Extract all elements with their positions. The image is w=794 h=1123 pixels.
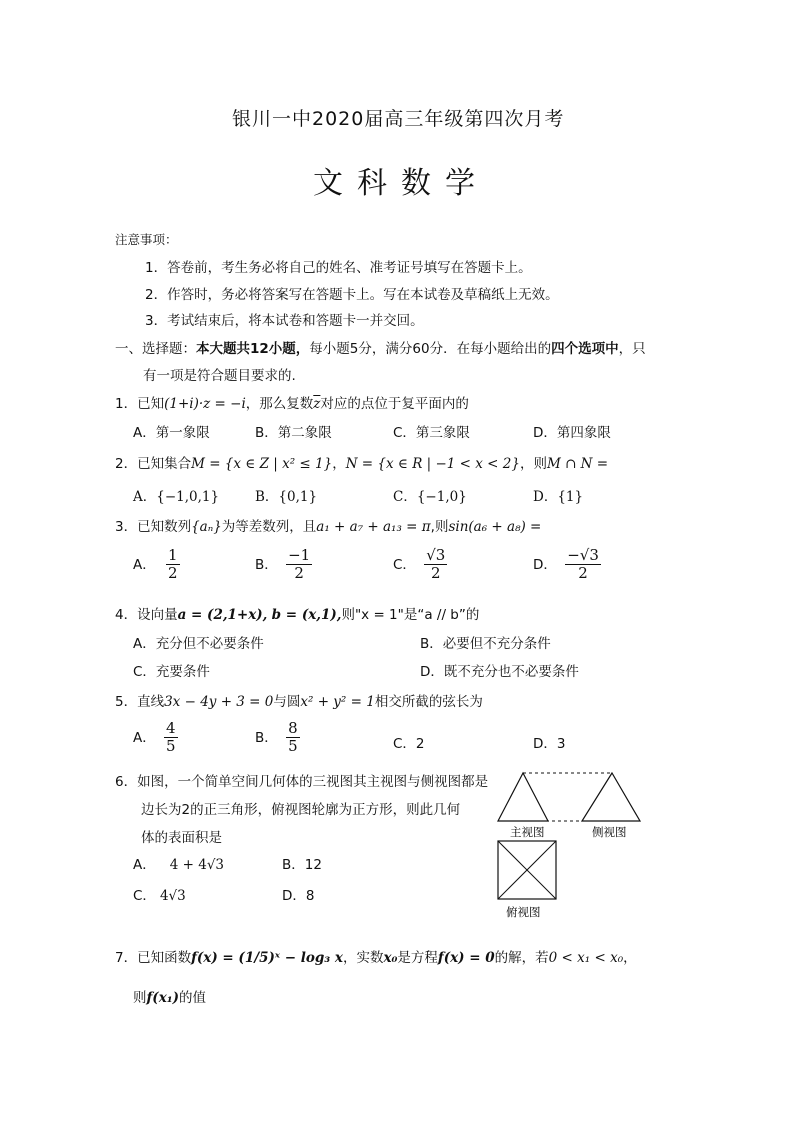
q2-set-m: M = {x ∈ Z | x² ≤ 1}	[191, 456, 333, 472]
q5-option-d: D．3	[533, 736, 566, 752]
q5-post: 相交所截的弦长为	[374, 694, 483, 710]
q3-option-c-den: 2	[431, 564, 441, 583]
q2-option-a: A．{−1,0,1}	[133, 489, 220, 505]
q5-option-b-num: 8	[288, 719, 298, 737]
question-7-line2	[133, 986, 206, 1006]
q2-option-b: B．{0,1}	[255, 489, 318, 505]
q4-vector-b: b = (x,1),	[271, 607, 342, 623]
q7-post: 的解，若	[494, 950, 549, 966]
question-2	[115, 452, 608, 472]
q1-expression: (1+i)·z = −i	[164, 396, 246, 412]
q3-option-c-label: C．	[393, 556, 416, 573]
section-heading	[115, 337, 646, 357]
q1-option-b: B．第二象限	[255, 425, 332, 441]
q3-option-b-num: −1	[288, 546, 311, 564]
q6-option-c-value: 4√3	[159, 888, 186, 904]
q1-conjugate-z: $\overline{z}$	[313, 396, 321, 412]
q3-option-b-den: 2	[294, 564, 304, 583]
section-rules: 每小题5分，满分60分．在每小题给出的	[309, 341, 552, 357]
q3-pre: 已知数列	[137, 519, 192, 535]
q5-mid: 与圆	[273, 694, 301, 710]
q4-post: 则"x = 1"是“a // b”的	[341, 607, 480, 623]
q3-option-c-num: √3	[426, 546, 446, 564]
q3-post: ,则	[430, 519, 449, 535]
q6-option-c-label: C．	[133, 888, 156, 904]
section-heading-line2: 有一项是符合题目要求的.	[143, 368, 296, 384]
q3-option-b-fraction	[286, 547, 312, 583]
q2-expression: M ∩ N =	[546, 456, 609, 472]
subject-title: 文科数学	[313, 166, 489, 201]
q7-equation: f(x) = 0	[437, 950, 495, 966]
q3-mid: 为等差数列，且	[221, 519, 317, 535]
question-3	[115, 515, 541, 535]
q3-number: 3．	[115, 519, 138, 535]
q2-post: ，则	[519, 456, 547, 472]
notice-item-1: 1．答卷前，考生务必将自己的姓名、准考证号填写在答题卡上。	[145, 260, 532, 276]
q6-line1: 如图，一个简单空间几何体的三视图其主视图与侧视图都是	[137, 774, 489, 790]
q5-option-a-fraction	[164, 720, 178, 756]
front-view-label: 主视图	[510, 825, 545, 839]
q7-mid2: 是方程	[397, 950, 438, 966]
q7-post2: ，	[623, 950, 637, 966]
q6-option-b: B．12	[282, 857, 322, 873]
q3-option-b	[255, 547, 312, 583]
q1-pre: 已知	[137, 396, 165, 412]
q5-option-a-den: 5	[166, 737, 176, 756]
q5-option-b	[255, 720, 300, 756]
q3-option-c	[393, 547, 447, 583]
q2-mid: ，	[332, 456, 346, 472]
q6-option-a-value: 4 + 4√3	[169, 857, 225, 873]
q2-set-n: N = {x ∈ R | −1 < x < 2}	[345, 456, 520, 472]
section-prefix: 一、选择题：	[115, 341, 196, 357]
q3-option-a-num: 1	[168, 546, 178, 564]
q4-pre: 设向量	[137, 607, 178, 623]
q1-option-a: A．第一象限	[133, 425, 210, 441]
question-1	[115, 392, 469, 412]
top-view-label: 俯视图	[506, 905, 541, 919]
q5-circle-equation: x² + y² = 1	[300, 694, 375, 710]
q1-post2: 对应的点位于复平面内的	[320, 396, 469, 412]
question-6	[115, 770, 488, 790]
question-7	[115, 946, 637, 966]
q7-x0: x₀	[383, 950, 398, 966]
q1-post: ，那么复数	[245, 396, 314, 412]
q5-option-b-label: B．	[255, 729, 278, 746]
q2-number: 2．	[115, 456, 138, 472]
q6-option-c	[133, 884, 186, 904]
side-view-label: 侧视图	[592, 825, 627, 839]
front-view-triangle	[498, 773, 548, 821]
q5-option-c: C．2	[393, 736, 425, 752]
q6-number: 6．	[115, 774, 138, 790]
q7-line2-pre: 则	[133, 990, 147, 1006]
q3-option-d-label: D．	[533, 556, 557, 573]
section-suffix: ，只	[618, 341, 646, 357]
q3-option-b-label: B．	[255, 556, 278, 573]
q7-line2-end: 的值	[179, 990, 207, 1006]
q6-line3: 体的表面积是	[141, 830, 222, 846]
q2-pre: 已知集合	[137, 456, 192, 472]
q5-option-a-label: A．	[133, 729, 156, 746]
q5-option-b-den: 5	[288, 737, 298, 756]
q5-number: 5．	[115, 694, 138, 710]
q5-pre: 直线	[137, 694, 165, 710]
q6-option-a	[133, 853, 224, 873]
q4-vector-a: a = (2,1+x),	[177, 607, 268, 623]
q6-option-d: D．8	[282, 888, 315, 904]
side-view-triangle	[582, 773, 640, 821]
q4-option-d: D．既不充分也不必要条件	[420, 664, 579, 680]
q5-option-b-fraction	[286, 720, 300, 756]
q3-option-a-fraction	[166, 547, 180, 583]
q3-condition: a₁ + a₇ + a₁₃ = π	[316, 519, 431, 535]
q3-option-d-num: −√3	[567, 546, 599, 564]
q7-pre: 已知函数	[137, 950, 192, 966]
three-view-figure	[490, 765, 650, 925]
q7-number: 7．	[115, 950, 138, 966]
q7-condition: 0 < x₁ < x₀	[548, 950, 624, 966]
section-four-options: 四个选项中	[551, 341, 619, 357]
exam-title: 银川一中2020届高三年级第四次月考	[232, 108, 565, 130]
q4-number: 4．	[115, 607, 138, 623]
q7-function: f(x) = (1/5)ˣ − log₃ x	[191, 950, 343, 966]
q5-line-equation: 3x − 4y + 3 = 0	[164, 694, 274, 710]
notice-heading: 注意事项：	[115, 232, 178, 247]
q3-option-a-den: 2	[168, 564, 178, 583]
q1-option-c: C．第三象限	[393, 425, 470, 441]
q6-option-a-label: A．	[133, 857, 156, 873]
q1-number: 1．	[115, 396, 138, 412]
q3-option-d-fraction	[565, 547, 601, 583]
q4-option-b: B．必要但不充分条件	[420, 636, 551, 652]
q1-option-d: D．第四象限	[533, 425, 611, 441]
q3-option-c-fraction	[424, 547, 447, 583]
q3-expression: sin(a₆ + a₈) =	[448, 519, 542, 535]
section-count: 本大题共12小题，	[196, 341, 310, 357]
q3-option-d	[533, 547, 601, 583]
q7-mid: ，实数	[342, 950, 384, 966]
notice-item-2: 2．作答时，务必将答案写在答题卡上。写在本试卷及草稿纸上无效。	[145, 287, 559, 303]
q5-option-a	[133, 720, 178, 756]
question-4	[115, 603, 479, 623]
notice-item-3: 3．考试结束后，将本试卷和答题卡一并交回。	[145, 313, 424, 329]
q5-option-a-num: 4	[166, 719, 176, 737]
question-5	[115, 690, 483, 710]
q3-option-a	[133, 547, 180, 583]
q7-fx1: f(x₁)	[146, 990, 180, 1006]
q3-option-a-label: A．	[133, 556, 156, 573]
q2-option-d: D．{1}	[533, 489, 584, 505]
q4-option-a: A．充分但不必要条件	[133, 636, 264, 652]
q3-option-d-den: 2	[578, 564, 588, 583]
q6-line2: 边长为2的正三角形，俯视图轮廓为正方形，则此几何	[141, 802, 461, 818]
q3-sequence: {aₙ}	[191, 519, 222, 535]
q4-option-c: C．充要条件	[133, 664, 210, 680]
q2-option-c: C．{−1,0}	[393, 489, 467, 505]
